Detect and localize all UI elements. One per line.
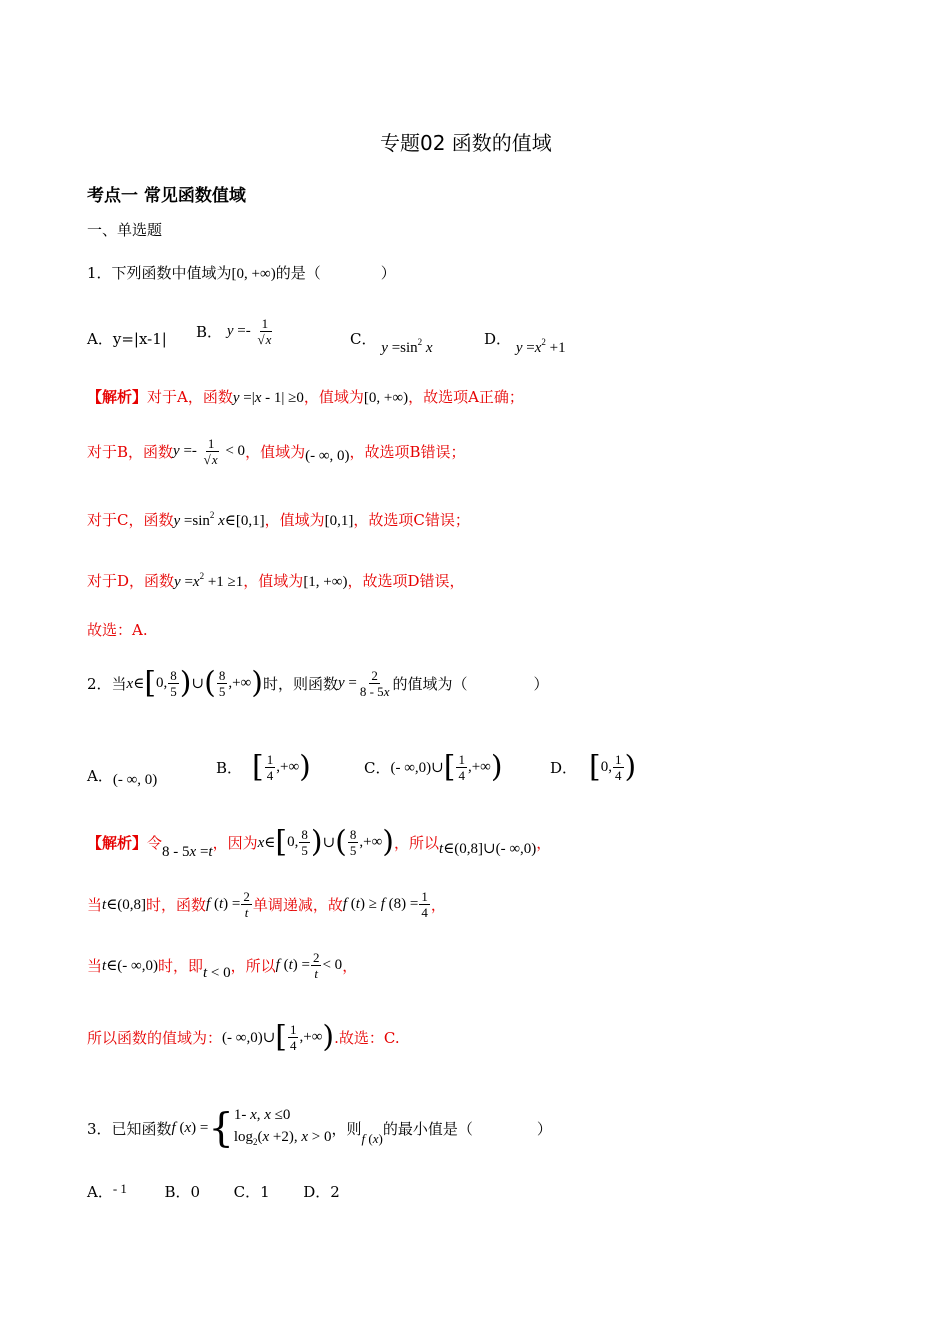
q1-option-a: A．y=|x-1| [87,330,167,348]
q1-stem [87,262,396,283]
q2-option-b: B． [ $\frac{1}{4}$ ,+∞) [216,749,311,785]
q1-stem-pre: 1．下列函数中值域为 [87,264,232,282]
q1-option-c: C． $y =\sin^2$ x [350,330,433,356]
q3-options [87,1181,340,1202]
page-title: 专题02 函数的值域 [380,131,552,155]
q2-option-c: C．(- ∞,0)∪[ $\frac{1}{4}$ ,+∞) [364,749,503,785]
q2-stem: 2．当x∈[0, $\frac{8}{5}$ )∪( $\frac{8}{5}$ ,+∞)时，则函数y = $\frac{2}{8 - 5x}$ 的值域为（ ） [87,665,549,701]
q2-solution-line2: 当t∈(0,8]时，函数f (t) = $\frac{2}{t}$ 单调递减，故f (t) ≥ f (8) = $\frac{1}{4}$ ， [87,889,446,920]
q2-solution-line3: 当t∈(- ∞,0)时，即t < 0，所以f (t) = $\frac{2}{t}$ < 0， [87,950,358,981]
q3-stem: 3．已知函数f (x) ={ 1- x, x ≤0 $\log_2(x +2)$, x > 0 ，则f (x)的最小值是（ ） [87,1105,552,1152]
q3-option-c: C．1 [233,1183,270,1201]
q2-option-a: A．(- ∞, 0) [87,767,158,788]
q2-solution-line4: 所以函数的值域为：(- ∞,0)∪[ $\frac{1}{4}$ ,+∞).故选：C. [87,1019,400,1055]
section-title: 考点一 常见函数值域 [87,186,246,206]
q3-option-b: B．0 [164,1183,201,1201]
q1-stem-close: ） [380,264,396,282]
q3-option-a: A．- 1 [87,1181,127,1201]
subsection-title: 一、单选题 [87,221,163,239]
q1-solution-line5: 故选：A. [87,621,148,639]
q1-solution-line4: 对于D，函数$y =x^2 +1 \ge 1$，值域为[1, +∞)，故选项D错误， [87,571,465,590]
q1-solution-line3: 对于C，函数$y =\sin^2$ x∈[0,1]，值域为[0,1]，故选项C错误； [87,510,470,529]
q1-stem-interval: [0, +∞) [231,266,276,282]
q2-solution-line1: 【解析】令8 - 5x =t，因为x∈[0, $\frac{8}{5}$ )∪( $\frac{8}{5}$ ,+∞)，所以t∈(0,8]∪(- ∞,0)， [87,824,552,860]
q1-option-d: D． $y =x^2 +1$ [484,330,566,356]
q2-option-d: D． [0, $\frac{1}{4}$ ) [550,749,637,785]
q1-solution-line1: 【解析】对于A，函数y =|x - 1| ≥0，值域为[0, +∞)，故选项A正确； [87,388,524,406]
q1-solution-line2: 对于B，函数y =- $\frac{1}{√x}$ < 0，值域为(- ∞, 0)，故选项B错误； [87,436,466,467]
q3-option-d: D．2 [303,1183,340,1201]
q1-stem-post: 的是（ [275,264,321,282]
q1-option-b: B． y =- $\frac{1}{√x}$ [196,316,272,347]
